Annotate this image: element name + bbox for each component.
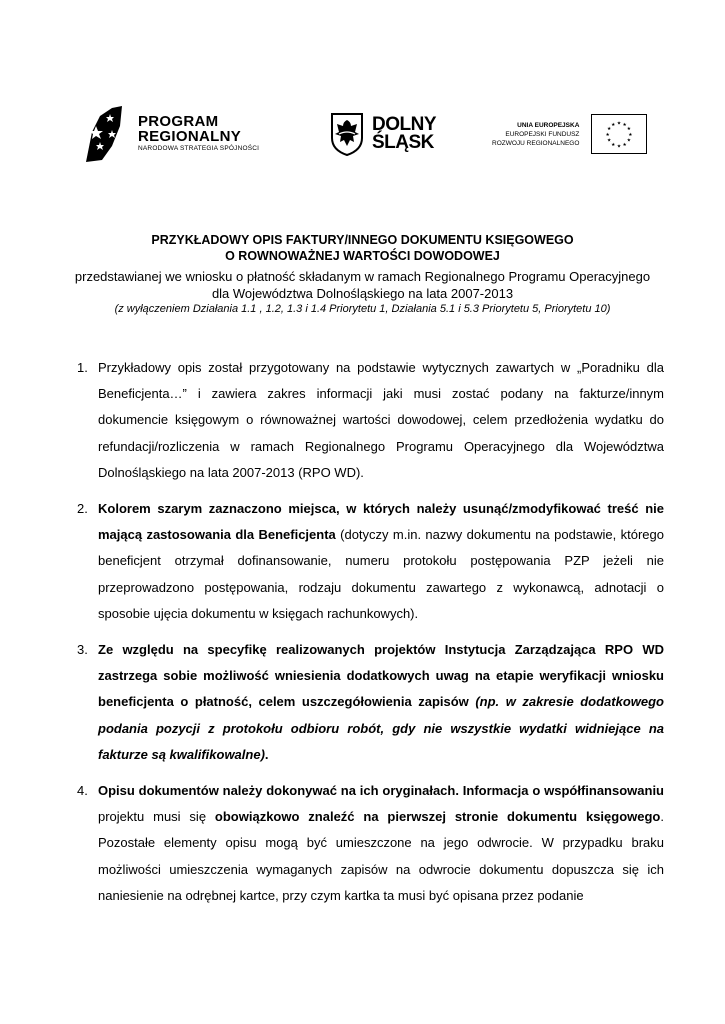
logo-bar xyxy=(82,100,672,170)
list-item xyxy=(72,355,664,486)
eu-flag-icon xyxy=(591,114,647,154)
svg-text:★: ★ xyxy=(617,121,622,127)
document-subtitle-line1: przedstawianej we wniosku o płatność składanym w ramach Regionalnego Programu Operacyjnego xyxy=(74,269,651,284)
list-item-number: 1. xyxy=(77,360,88,375)
list-item-bold-text: Ze względu na specyfikę realizowanych projektów Instytucja Zarządzająca RPO WD zastrzega sobie możliwość wniesienia dodatkowych uwag na etapie weryfikacji wniosku beneficjenta o płatność, celem uszczegółowienia zapisów xyxy=(98,642,664,710)
svg-text:★: ★ xyxy=(607,138,612,144)
list-item-bold-text: Kolorem szarym zaznaczono miejsca, w których należy usunąć/zmodyfikować treść nie mającą zastosowania dla Beneficjenta xyxy=(98,501,664,543)
list-item-text-2: . Pozostałe elementy opisu mogą być umieszczone na jego odwrocie. W przypadku braku możliwości umieszczenia wymaganych zapisów na odwrocie dokumentu dopuszcza się ich naniesienie na odrębnej kartce, przy czym kartka ta musi być opisana przez podanie xyxy=(98,809,664,903)
program-logo-line3: NARODOWA STRATEGIA SPÓJNOŚCI xyxy=(138,144,260,152)
svg-text:★: ★ xyxy=(605,132,611,138)
list-item-number: 4. xyxy=(77,783,88,799)
svg-text:★: ★ xyxy=(628,132,633,138)
program-regionalny-emblem-icon xyxy=(82,102,126,164)
dolny-slask-logo xyxy=(330,112,436,156)
svg-text:★: ★ xyxy=(617,144,622,150)
eu-logo-line2: EUROPEJSKI FUNDUSZ xyxy=(505,130,580,138)
dolny-slask-line1: DOLNY xyxy=(372,114,436,135)
program-logo-line1: PROGRAM xyxy=(138,112,219,130)
list-item-text: Przykładowy opis został przygotowany na podstawie wytycznych zawartych w „Poradniku dla Beneficjenta…” i zawiera zakres informacji jaki musi zostać podany na fakturze/innym dokumencie księgowym o równoważnej wartości dowodowej, celem przedłożenia wydatku do refundacji/rozliczenia w ramach Regionalnego Programu Operacyjnego dla Województwa Dolnośląskiego na lata 2007-2013 (RPO WD). xyxy=(98,360,664,480)
document-header xyxy=(40,232,685,317)
svg-text:★: ★ xyxy=(627,127,632,133)
dolny-slask-line2: ŚLĄSK xyxy=(372,132,434,153)
list-item-number: 2. xyxy=(77,501,88,517)
list-item-text: (dotyczy m.in. nazwy dokumentu na podstawie, którego beneficjent otrzymał dofinansowanie, numeru protokołu postępowania PZP jeżeli nie przeprowadzono postępowania, rodzaju dokumentu zawartego z wykonawcą, adnotacji o sposobie ujęcia dokumentu w księgach rachunkowych). xyxy=(98,527,664,621)
document-title-line2: O ROWNOWAŻNEJ WARTOŚCI DOWODOWEJ xyxy=(225,249,500,263)
list-item-end: . xyxy=(264,746,269,762)
eu-logo xyxy=(492,114,647,154)
eu-logo-line3: ROZWOJU REGIONALNEGO xyxy=(492,139,580,147)
eu-logo-line1: UNIA EUROPEJSKA xyxy=(517,121,580,129)
program-logo-line2: REGIONALNY xyxy=(138,127,242,145)
program-regionalny-logo xyxy=(82,102,259,164)
svg-text:★: ★ xyxy=(627,138,632,144)
document-note: (z wyłączeniem Działania 1.1 , 1.2, 1.3 i 1.4 Priorytetu 1, Działania 5.1 i 5.3 Priorytetu 5, Priorytetu 10) xyxy=(114,303,611,315)
eagle-crest-icon xyxy=(330,112,364,156)
list-item xyxy=(72,778,664,909)
svg-text:★: ★ xyxy=(622,142,628,148)
document-subtitle-line2: dla Województwa Dolnośląskiego na lata 2007-2013 xyxy=(211,286,514,301)
list-item-bold-italic-text: (np. w zakresie dodatkowego podania pozycji z protokołu odbioru robót, gdy nie wszystkie wydatki widniejące na fakturze są kwalifikowalne) xyxy=(98,694,664,762)
list-item-bold-text: Opisu dokumentów należy dokonywać na ich oryginałach. Informacja o współfinansowaniu xyxy=(98,783,664,799)
list-item xyxy=(72,637,664,768)
document-title-line1: PRZYKŁADOWY OPIS FAKTURY/INNEGO DOKUMENTU KSIĘGOWEGO xyxy=(151,233,574,247)
list-item-bold-text-2: obowiązkowo znaleźć na pierwszej stronie dokumentu księgowego xyxy=(214,809,661,825)
list-item-number: 3. xyxy=(77,642,88,658)
list-item-text: projektu musi się xyxy=(98,809,215,825)
svg-text:★: ★ xyxy=(607,127,612,133)
svg-text:★: ★ xyxy=(622,123,628,129)
svg-text:★: ★ xyxy=(611,142,616,148)
svg-text:★: ★ xyxy=(611,123,616,129)
list-item xyxy=(72,496,664,627)
instruction-list xyxy=(72,355,664,919)
